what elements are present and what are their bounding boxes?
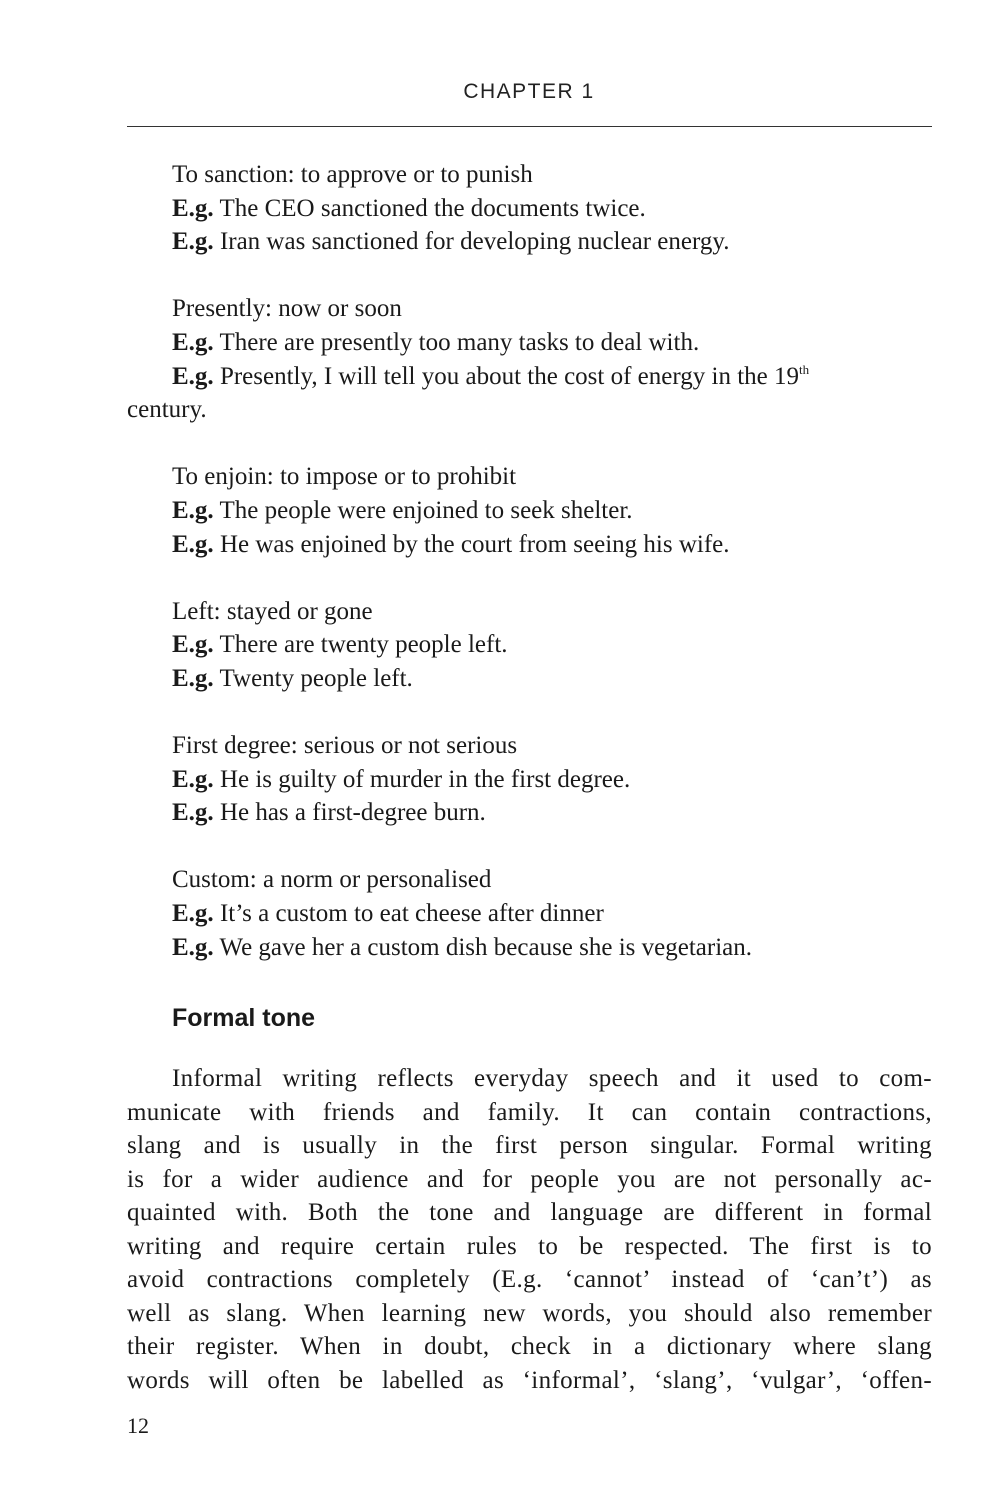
example-text: Twenty people left. xyxy=(213,664,413,692)
example-label: E.g. xyxy=(172,328,214,356)
paragraph-line: is for a wider audience and for people you are not personally ac- xyxy=(127,1165,932,1193)
example-label: E.g. xyxy=(172,362,214,390)
paragraph-line: avoid contractions completely (E.g. ‘cannot’ instead of ‘can’t’) as xyxy=(127,1266,932,1293)
example-label: E.g. xyxy=(172,631,214,659)
vocabulary-entry xyxy=(127,292,942,426)
example xyxy=(127,326,942,360)
ordinal-superscript: th xyxy=(799,361,810,377)
paragraph-line: well as slang. When learning new words, you should also remember xyxy=(127,1299,932,1327)
example-text: It’s a custom to eat cheese after dinner xyxy=(213,900,604,928)
definition: First degree: serious or not serious xyxy=(172,732,518,760)
paragraph-line: municate with friends and family. It can contain contractions, xyxy=(127,1098,932,1126)
example-text: Presently, I will tell you about the cost of energy in the 19 xyxy=(213,362,799,390)
example xyxy=(127,796,942,830)
example xyxy=(127,225,942,259)
paragraph-line: Informal writing reflects everyday speech and it used to com- xyxy=(172,1065,932,1092)
paragraph-line: their register. When in doubt, check in a dictionary where slang xyxy=(127,1333,932,1360)
example-label: E.g. xyxy=(172,496,214,524)
example-text: He has a first-degree burn. xyxy=(213,799,486,827)
definition: To sanction: to approve or to punish xyxy=(172,161,533,188)
vocabulary-entry xyxy=(127,729,942,830)
running-head: CHAPTER 1 xyxy=(463,80,595,103)
vocabulary-list xyxy=(127,158,942,964)
example-text: The people were enjoined to seek shelter. xyxy=(213,496,633,524)
definition: Left: stayed or gone xyxy=(172,597,373,625)
example-text: He was enjoined by the court from seeing his wife. xyxy=(213,530,730,558)
example-label: E.g. xyxy=(172,530,214,558)
example xyxy=(127,897,942,931)
example-text: The CEO sanctioned the documents twice. xyxy=(213,194,646,222)
example-label: E.g. xyxy=(172,194,214,222)
example-label: E.g. xyxy=(172,765,214,793)
example xyxy=(127,763,942,797)
paragraph-line: quainted with. Both the tone and language are different in formal xyxy=(127,1199,932,1226)
vocabulary-entry xyxy=(127,595,942,696)
example-label: E.g. xyxy=(172,664,214,692)
example-label: E.g. xyxy=(172,933,214,961)
example xyxy=(127,628,942,662)
example xyxy=(127,528,942,562)
definition: To enjoin: to impose or to prohibit xyxy=(172,463,517,491)
example-label: E.g. xyxy=(172,799,214,827)
definition: Custom: a norm or personalised xyxy=(172,866,492,894)
page-number: 12 xyxy=(127,1413,149,1438)
example xyxy=(127,662,942,696)
example xyxy=(127,931,942,965)
body-paragraph xyxy=(127,1062,932,1397)
example xyxy=(127,192,942,226)
vocabulary-entry xyxy=(127,863,942,964)
example-continuation: century. xyxy=(127,396,207,424)
vocabulary-entry xyxy=(127,158,942,259)
example-label: E.g. xyxy=(172,228,214,256)
example xyxy=(127,494,942,528)
section-heading: Formal tone xyxy=(172,1004,316,1032)
paragraph-line: words will often be labelled as ‘informal’, ‘slang’, ‘vulgar’, ‘offen- xyxy=(127,1366,932,1394)
example-label: E.g. xyxy=(172,900,214,928)
example-text: Iran was sanctioned for developing nuclear energy. xyxy=(213,228,730,256)
vocabulary-entry xyxy=(127,460,942,561)
paragraph-line: slang and is usually in the first person singular. Formal writing xyxy=(127,1132,932,1159)
definition: Presently: now or soon xyxy=(172,295,402,323)
header-rule xyxy=(127,126,932,127)
example-text: We gave her a custom dish because she is vegetarian. xyxy=(213,933,752,961)
example-text: He is guilty of murder in the first degree. xyxy=(213,765,631,793)
example-text: There are presently too many tasks to deal with. xyxy=(213,328,700,356)
example-text: There are twenty people left. xyxy=(213,631,508,659)
paragraph-line: writing and require certain rules to be respected. The first is to xyxy=(127,1232,932,1260)
example xyxy=(127,360,942,394)
